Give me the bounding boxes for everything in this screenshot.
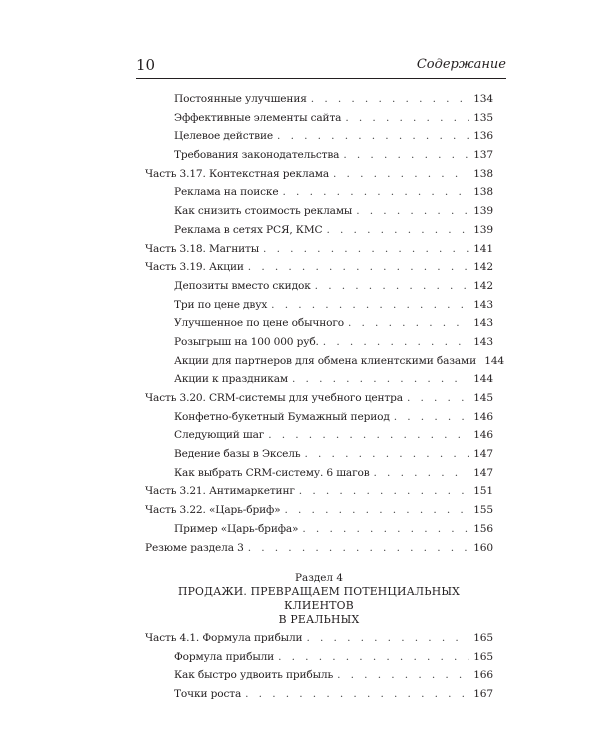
toc-subentry[interactable]: [145, 93, 493, 112]
dot-leader: [329, 168, 469, 180]
toc-subentry[interactable]: [145, 448, 493, 467]
toc-entry-title: Часть 3.22. «Царь-бриф»: [145, 504, 281, 517]
dot-leader: [339, 149, 469, 161]
page-number: 10: [136, 56, 156, 74]
toc-entry-title: Акции для партнеров для обмена клиентскими базами: [174, 354, 477, 367]
toc-subentry[interactable]: [145, 112, 493, 131]
page-header: [136, 56, 506, 78]
dot-leader: [341, 112, 469, 124]
toc-entry-page: 136: [473, 130, 493, 143]
toc-subentry[interactable]: [145, 336, 493, 355]
toc-entry-title: Реклама на поиске: [174, 186, 279, 199]
toc-entry-page: 151: [473, 485, 493, 498]
toc-entry-title: Акции к праздникам: [174, 373, 288, 386]
running-section-title: Содержание: [416, 57, 506, 72]
toc-subentry[interactable]: [145, 299, 493, 318]
toc-entry-page: 155: [473, 504, 493, 517]
toc-entry[interactable]: [145, 243, 493, 262]
toc-entry-title: Следующий шаг: [174, 429, 265, 442]
toc-entry-title: Как быстро удвоить прибыль: [174, 669, 334, 682]
toc-entry-title: Часть 3.17. Контекстная реклама: [145, 167, 329, 180]
toc-subentry[interactable]: [145, 669, 493, 688]
dot-leader: [267, 299, 469, 311]
toc-entry-title: Три по цене двух: [174, 298, 268, 311]
toc-entry-page: 138: [473, 186, 493, 199]
toc-entry[interactable]: [145, 504, 493, 523]
toc-subentry[interactable]: [145, 373, 493, 392]
toc-entry-title: Конфетно-букетный Бумажный период: [174, 410, 390, 423]
section-label: Раздел 4: [295, 572, 343, 584]
dot-leader: [319, 336, 469, 348]
toc-entry-title: Целевое действие: [174, 130, 274, 143]
toc-subentry[interactable]: [145, 205, 493, 224]
dot-leader: [244, 261, 469, 273]
dot-leader: [264, 429, 469, 441]
toc-entry[interactable]: [145, 168, 493, 187]
dot-leader: [300, 448, 469, 460]
toc-subentry[interactable]: [145, 523, 493, 542]
toc-entry-title: Эффективные элементы сайта: [174, 111, 342, 124]
toc-entry-page: 143: [473, 298, 493, 311]
section-title-line-1: ПРОДАЖИ. ПРЕВРАЩАЕМ ПОТЕНЦИАЛЬНЫХ КЛИЕНТОВ: [177, 585, 461, 612]
toc-entry-page: 146: [473, 429, 493, 442]
toc-entry-page: 143: [473, 335, 493, 348]
toc-entry-page: 166: [473, 669, 493, 682]
toc-entry-page: 147: [473, 448, 493, 461]
toc-entry-page: 135: [473, 111, 493, 124]
section-title-line-2: В РЕАЛЬНЫХ: [278, 613, 360, 626]
toc-entry-title: Часть 4.1. Формула прибыли: [145, 632, 303, 644]
dot-leader: [403, 392, 469, 404]
toc-entry-title: Пример «Царь-брифа»: [174, 522, 299, 535]
toc-entry-title: Улучшенное по цене обычного: [174, 317, 344, 330]
section-heading: [145, 571, 493, 627]
toc-entry-title: Точки роста: [174, 688, 242, 701]
toc-entry-page: 143: [473, 317, 493, 330]
toc-entry-title: Требования законодательства: [174, 149, 340, 162]
toc-entry-page: 139: [473, 205, 493, 218]
dot-leader: [274, 651, 469, 663]
toc-entry-title: Часть 3.20. CRM-системы для учебного центра: [145, 392, 403, 404]
toc-entry-title: Часть 3.18. Магниты: [145, 242, 260, 255]
toc-entry[interactable]: [145, 632, 493, 651]
header-rule: [136, 78, 506, 79]
toc-entry-title: Резюме раздела 3: [145, 541, 244, 554]
table-of-contents-section-4: [145, 632, 493, 707]
toc-entry[interactable]: [145, 261, 493, 280]
toc-entry-title: Реклама в сетях РСЯ, КМС: [174, 223, 323, 236]
dot-leader: [322, 224, 469, 236]
toc-entry-page: 156: [473, 522, 493, 535]
toc-entry-page: 141: [473, 242, 493, 255]
toc-subentry[interactable]: [145, 317, 493, 336]
dot-leader: [241, 688, 469, 700]
dot-leader: [288, 373, 469, 385]
toc-entry-page: 165: [473, 650, 493, 663]
toc-entry-page: 137: [473, 149, 493, 162]
dot-leader: [279, 186, 469, 198]
toc-entry-title: Постоянные улучшения: [174, 93, 307, 105]
dot-leader: [390, 411, 469, 423]
toc-entry-title: Как выбрать CRM-систему. 6 шагов: [174, 466, 370, 479]
dot-leader: [298, 523, 469, 535]
toc-entry-title: Как снизить стоимость рекламы: [174, 205, 353, 218]
toc-entry-title: Часть 3.19. Акции: [145, 261, 244, 274]
dot-leader: [307, 93, 469, 105]
toc-subentry[interactable]: [145, 224, 493, 243]
toc-entry-page: 146: [473, 410, 493, 423]
toc-entry-page: 138: [473, 167, 493, 180]
toc-entry-title: Часть 3.21. Антимаркетинг: [145, 485, 295, 498]
toc-entry-page: 144: [484, 354, 505, 367]
toc-entry-page: 142: [473, 279, 493, 292]
toc-entry-page: 147: [473, 466, 493, 479]
toc-entry-title: Депозиты вместо скидок: [174, 279, 311, 292]
dot-leader: [273, 130, 469, 142]
dot-leader: [311, 280, 469, 292]
dot-leader: [302, 632, 469, 644]
dot-leader: [295, 485, 469, 497]
toc-subentry[interactable]: [145, 688, 493, 707]
dot-leader: [280, 504, 469, 516]
toc-subentry[interactable]: [145, 411, 493, 430]
dot-leader: [244, 542, 469, 554]
toc-entry-page: 167: [473, 688, 493, 701]
toc-subentry[interactable]: [145, 651, 493, 670]
dot-leader: [370, 467, 469, 479]
toc-entry-page: 160: [473, 541, 493, 554]
toc-subentry[interactable]: [145, 354, 505, 374]
toc-subentry[interactable]: [145, 467, 493, 486]
toc-subentry[interactable]: [145, 149, 493, 168]
dot-leader: [333, 669, 469, 681]
toc-entry-title: Розыгрыш на 100 000 руб.: [174, 335, 319, 348]
toc-entry-title: Формула прибыли: [174, 650, 275, 663]
toc-subentry[interactable]: [145, 429, 493, 448]
toc-subentry[interactable]: [145, 186, 493, 205]
dot-leader: [344, 317, 469, 329]
toc-entry-page: 134: [473, 93, 493, 105]
toc-entry-title: Ведение базы в Эксель: [174, 448, 301, 461]
dot-leader: [352, 205, 469, 217]
toc-entry[interactable]: [145, 392, 493, 411]
toc-entry-page: 139: [473, 223, 493, 236]
toc-entry-page: 144: [473, 373, 493, 386]
toc-entry-page: 142: [473, 261, 493, 274]
toc-entry-page: 145: [473, 392, 493, 404]
toc-entry[interactable]: [145, 485, 493, 504]
dot-leader: [259, 243, 469, 255]
toc-entry[interactable]: [145, 542, 493, 561]
section-4-block: [145, 559, 493, 707]
table-of-contents: [145, 93, 505, 560]
toc-subentry[interactable]: [145, 130, 493, 149]
toc-subentry[interactable]: [145, 280, 493, 299]
toc-entry-page: 165: [473, 632, 493, 644]
